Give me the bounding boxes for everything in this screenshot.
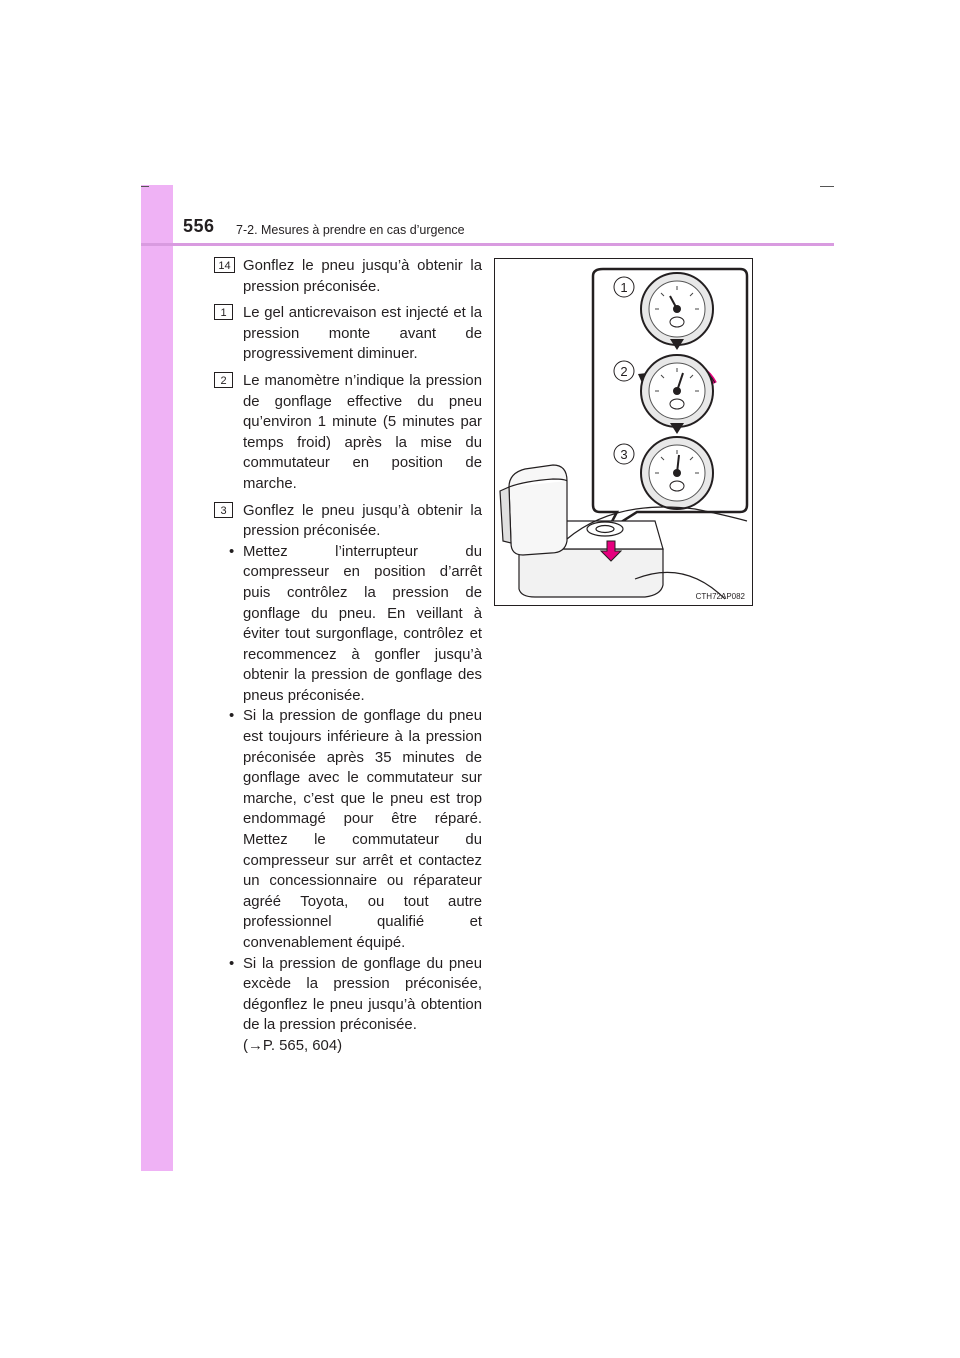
figure-code: CTH72AP082 [695,592,745,601]
bullet-item [214,542,482,707]
bullet-item [214,706,482,953]
gauge-illustration [494,258,753,606]
crop-mark-left [141,186,149,187]
bullet-dot-icon: • [229,708,235,725]
step-text: Gonflez le pneu jusqu’à obtenir la pression préconisée. [243,258,482,295]
step-number-badge: 3 [214,502,233,518]
bullet-dot-icon: • [229,543,235,560]
step-2 [214,371,482,495]
pressure-gauge-3 [641,437,713,509]
section-title: 7-2. Mesures à prendre en cas d’urgence [236,223,465,237]
chapter-sidebar-tab [141,185,173,1171]
crop-mark-right [820,186,834,187]
pressure-gauge-1 [641,273,713,345]
step-text: Le gel anticrevaison est injecté et la pression monte avant de progressivement diminuer. [243,305,482,363]
page-number: 556 [183,216,215,236]
step-number-badge: 1 [214,304,233,320]
header-rule [141,243,834,246]
step-text: Le manomètre n’indique la pression de gonflage effective du pneu qu’environ 1 minute (5 minutes par temps froid) après la mise du commutateur en position de marche. [243,372,482,492]
bullet-text: Si la pression de gonflage du pneu excède la pression préconisée, dégonflez le pneu jusqu’à obtention de la pression préconisée. [243,955,482,1034]
bullet-text: Si la pression de gonflage du pneu est toujours inférieure à la pression préconisée après 35 minutes de gonflage avec le commutateur sur marche, c’est que le pneu est trop endommagé pour être réparé. Mettez le commutateur du compresseur sur arrêt et contactez un concessionnaire ou réparateur agréé Toyota, ou tout autre professionnel qualifié et convenablement équipé. [243,708,482,951]
callout-2: 2 [620,364,628,379]
bullet-text: Mettez l’interrupteur du compresseur en position d’arrêt puis contrôlez la pression de gonflage du pneu. En veillant à éviter tout surgonflage, contrôlez et recommencez à gonfler jusqu’à obtenir la pression de gonflage des pneus préconisée. [243,543,482,704]
bullet-item [214,954,482,1036]
page-reference: (→P. 565, 604) [243,1037,343,1054]
step-1 [214,303,482,365]
step-number-badge: 2 [214,372,233,388]
callout-1: 1 [620,280,628,295]
bullet-dot-icon: • [229,955,235,972]
gauge-illustration-svg [495,259,752,605]
step-text: Gonflez le pneu jusqu’à obtenir la pression préconisée. [243,502,482,540]
step-number-badge: 14 [214,257,235,273]
instructions-column [214,256,482,1057]
callout-3: 3 [620,447,628,462]
step-14 [214,256,482,297]
step-3 [214,501,482,542]
